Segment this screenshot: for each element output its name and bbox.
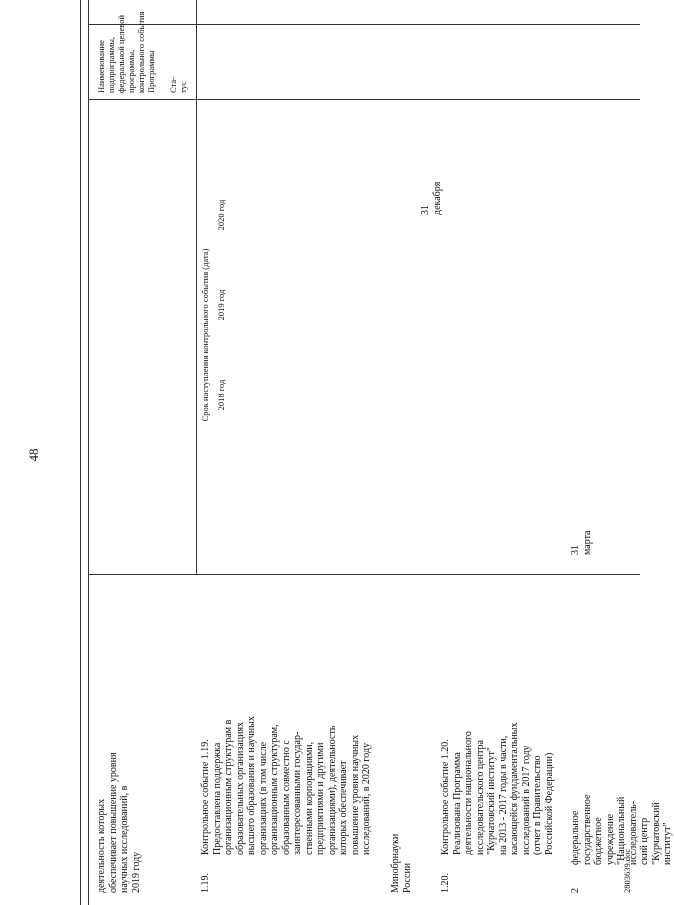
header-name: Наименование подпрограммы, федеральной целевой программы, контрольного события Программы <box>96 11 156 93</box>
row-2-date: 31 марта <box>570 530 593 555</box>
header-deadline: Срок наступления контрольного события (дата) <box>200 248 210 422</box>
row-1-number: 1.19. <box>200 873 211 893</box>
row-2-executor: федеральное государственное бюджетное учреждение "Национальный исследователь- ский центр "Курчатовский институт" <box>570 794 673 865</box>
row-1-date: 31 декабря <box>420 181 443 215</box>
row-1-executor: Минобрнауки России <box>390 833 413 893</box>
row-0-name: деятельность которых обеспечивает повышение уровня научных исследований, в 2019 году <box>96 752 142 893</box>
row-2-name: Контрольное событие 1.20. Реализована Программа деятельности национального исследовательского центра "Курчатовский институт" на 2013 - 2017 годы в части, касающейся фундаментальных исследований в 2017 году (отчет в Правительство Российской Федерации) <box>440 722 555 855</box>
year-2018: 2018 год <box>216 379 226 411</box>
header-status: Ста- тус <box>168 77 188 93</box>
year-2019: 2019 год <box>216 289 226 321</box>
year-2020: 2020 год <box>216 199 226 231</box>
footer-code: 2803639.doc <box>622 848 632 893</box>
row-1-name: Контрольное событие 1.19. Предоставлена поддержка организационным структурам в образовательных организациях высшего образования и научных организациях (в том числе организационным структурам, образованным совместно с заинтересованными государ- ственными корпорациями, предприятиями и другими организациями), деятельность которых обеспечивает повышение уровня научных исследований, в 2020 году <box>200 716 372 855</box>
row-2-status: 2 <box>570 888 581 893</box>
row-2-number: 1.20. <box>440 873 451 893</box>
page-number: 48 <box>26 448 41 462</box>
